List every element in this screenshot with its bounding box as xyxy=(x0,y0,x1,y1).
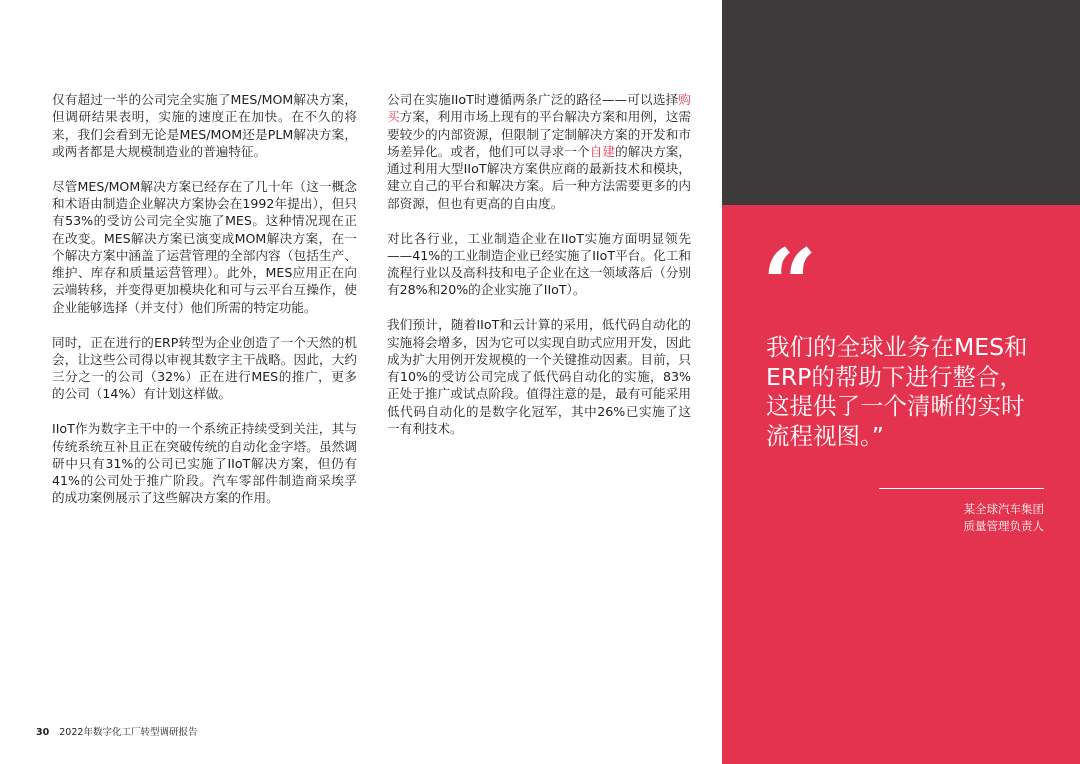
quote-attribution xyxy=(964,501,1045,535)
paragraph: 仅有超过一半的公司完全实施了MES/MOM解决方案，但调研结果表明，实施的速度正在加快。在不久的将来，我们会看到无论是MES/MOM还是PLM解决方案，或两者都是大规模制造业的普遍特征。 xyxy=(52,92,357,159)
body-column-right xyxy=(387,91,691,455)
open-quote-icon: “ xyxy=(762,228,818,341)
page-number: 30 xyxy=(36,727,50,738)
attribution-role: 质量管理负责人 xyxy=(963,519,1044,533)
paragraph: 尽管MES/MOM解决方案已经存在了几十年（这一概念和术语由制造企业解决方案协会在1992年提出），但只有53%的受访公司完全实施了MES。这种情况现在正在改变。MES解决方案已演变成MOM解决方案，在一个解决方案中涵盖了运营管理的全部内容（包括生产、维护、库存和质量运营管理）。此外，MES应用正在向云端转移，并变得更加模块化和可与云平台互操作，使企业能够选择（并支付）他们所需的特定功能。 xyxy=(52,178,357,315)
highlight-buy: 购买 xyxy=(387,92,691,125)
page-footer xyxy=(36,724,197,738)
sidebar-quote-panel xyxy=(722,205,1080,764)
paragraph: 我们预计，随着IIoT和云计算的采用，低代码自动化的实施将会增多，因为它可以实现自助式应用开发，因此成为扩大用例开发规模的一个关键推动因素。目前，只有10%的受访公司完成了低代码自动化的实施，83%正处于推广或试点阶段。值得注意的是，最有可能采用低代码自动化的是数字化冠军，其中26%已实施了这一有利技术。 xyxy=(387,317,691,437)
body-column-left xyxy=(52,91,357,524)
text-run: 公司在实施IIoT时遵循两条广泛的路径——可以选择 xyxy=(387,92,679,107)
text-run: 的解决方案，通过利用大型IIoT解决方案供应商的最新技术和模块，建立自己的平台和解决方案。后一种方法需要更多的内部资源，但也有更高的自由度。 xyxy=(387,143,692,211)
paragraph: IIoT作为数字主干中的一个系统正持续受到关注，其与传统系统互补且正在突破传统的自动化金字塔。虽然调研中只有31%的公司已实施了IIoT解决方案，但仍有41%的公司处于推广阶段。汽车零部件制造商采埃孚的成功案例展示了这些解决方案的作用。 xyxy=(52,421,357,506)
report-title: 2022年数字化工厂转型调研报告 xyxy=(59,727,198,738)
paragraph: 对比各行业，工业制造企业在IIoT实施方面明显领先——41%的工业制造企业已经实施了IIoT平台。化工和流程行业以及高科技和电子企业在这一领域落后（分别有28%和20%的企业实施了IIoT）。 xyxy=(387,230,691,298)
attribution-org: 某全球汽车集团 xyxy=(963,502,1044,516)
paragraph xyxy=(387,91,691,212)
text-run: 方案，利用市场上现有的平台解决方案和用例，这需要较少的内部资源，但限制了定制解决方案的开发和市场差异化。或者，他们可以寻求一个 xyxy=(387,109,692,159)
sidebar-dark-panel xyxy=(722,0,1080,205)
pull-quote: 我们的全球业务在MES和ERP的帮助下进行整合，这提供了一个清晰的实时流程视图。” xyxy=(766,333,1028,450)
paragraph: 同时，正在进行的ERP转型为企业创造了一个天然的机会，让这些公司得以审视其数字主干战略。因此，大约三分之一的公司（32%）正在进行MES的推广，更多的公司（14%）有计划这样做。 xyxy=(52,334,357,402)
highlight-build: 自建 xyxy=(589,143,616,159)
divider xyxy=(879,488,1044,489)
